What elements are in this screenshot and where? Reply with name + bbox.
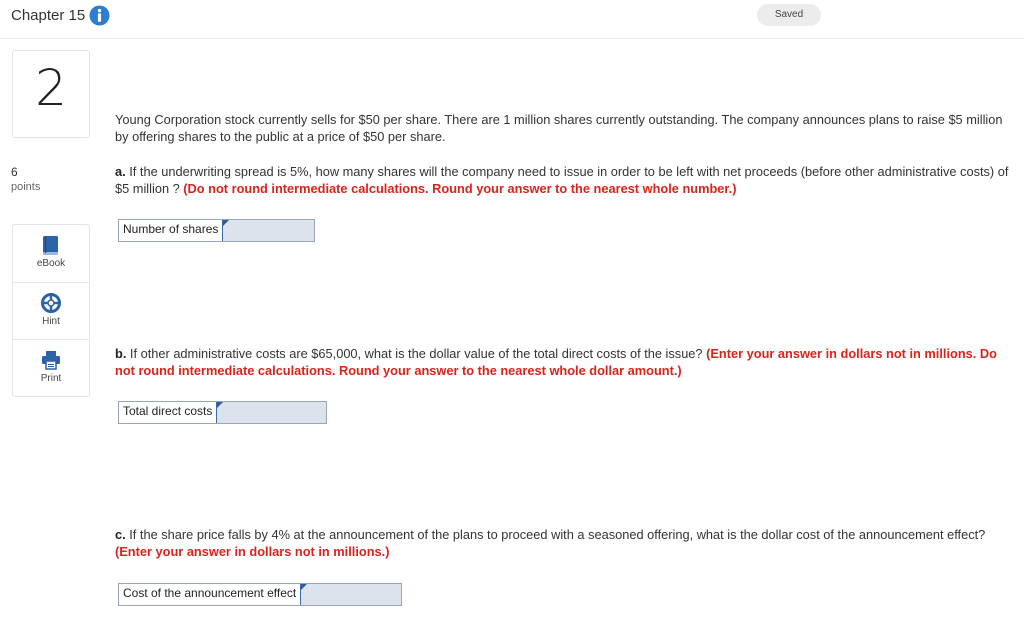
announcement-effect-input-wrap — [300, 584, 401, 605]
number-of-shares-input[interactable] — [223, 220, 314, 239]
answer-field-b — [118, 401, 327, 424]
flag-marker-icon — [217, 402, 223, 408]
total-direct-costs-input[interactable] — [217, 402, 326, 421]
part-a-letter: a. — [115, 164, 126, 179]
points-value: 6 — [11, 165, 18, 179]
part-a-text: If the underwriting spread is 5%, how many shares will the company need to issue in order to be left with net proceeds (before other administrative costs) of $5 million ? — [115, 164, 1009, 196]
number-of-shares-label: Number of shares — [119, 220, 222, 241]
ebook-button[interactable] — [13, 225, 89, 282]
print-button[interactable] — [13, 339, 89, 397]
part-b-text: If other administrative costs are $65,000, what is the dollar value of the total direct costs of the issue? — [126, 346, 707, 361]
announcement-effect-input[interactable] — [301, 584, 401, 603]
printer-icon — [41, 350, 61, 372]
total-direct-costs-label: Total direct costs — [119, 402, 216, 423]
info-icon[interactable] — [89, 5, 110, 26]
lifebuoy-icon — [41, 293, 61, 315]
announcement-effect-label: Cost of the announcement effect — [119, 584, 300, 605]
part-b-instruction: (Enter your answer in dollars not in millions. Do not round intermediate calculations. Round your answer to the nearest whole dollar amount.) — [115, 346, 997, 378]
flag-marker-icon — [301, 584, 307, 590]
part-b-prompt — [115, 345, 1010, 379]
answer-field-a — [118, 219, 315, 242]
part-c-text: If the share price falls by 4% at the announcement of the plans to proceed with a seasoned offering, what is the dollar cost of the announcement effect? — [125, 527, 986, 542]
part-a-instruction: (Do not round intermediate calculations. Round your answer to the nearest whole number.) — [183, 181, 737, 196]
part-a-prompt — [115, 163, 1010, 197]
ebook-label: eBook — [36, 258, 66, 269]
part-b-letter: b. — [115, 346, 127, 361]
hint-label: Hint — [42, 316, 60, 327]
tools-panel — [12, 224, 90, 397]
saved-status-badge: Saved — [757, 4, 821, 26]
question-number: 2 — [35, 59, 67, 117]
number-of-shares-input-wrap — [222, 220, 314, 241]
book-icon — [41, 235, 61, 257]
part-c-letter: c. — [115, 527, 126, 542]
top-bar — [0, 0, 1024, 39]
print-label: Print — [40, 373, 62, 384]
question-number-box — [12, 50, 90, 138]
total-direct-costs-input-wrap — [216, 402, 326, 423]
points-label: points — [11, 181, 41, 193]
question-intro: Young Corporation stock currently sells for $50 per share. There are 1 million shares currently outstanding. The company announces plans to raise $5 million by offering shares to the public at a price of $50 per share. — [115, 112, 1003, 144]
part-c-instruction: (Enter your answer in dollars not in millions.) — [115, 544, 390, 559]
hint-button[interactable] — [13, 282, 89, 340]
part-c-prompt — [115, 526, 1010, 560]
flag-marker-icon — [223, 220, 229, 226]
chapter-title: Chapter 15 — [11, 7, 86, 24]
answer-field-c — [118, 583, 402, 606]
